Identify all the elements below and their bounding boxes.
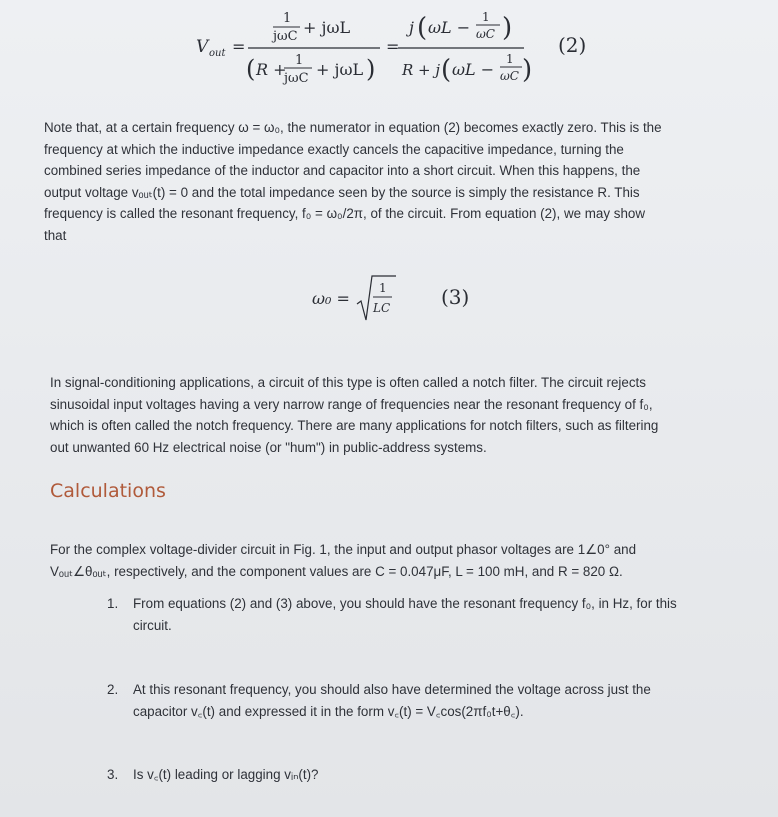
eq2-paren-close-1: ) bbox=[366, 55, 376, 83]
eq2-paren-open-3: ( bbox=[441, 55, 452, 85]
eq2-den1-c: jωC bbox=[284, 71, 309, 86]
equation-3 bbox=[0, 260, 778, 340]
eq2-den1-d: + jωL bbox=[316, 60, 364, 79]
eq2-lhs: V bbox=[196, 37, 209, 57]
question-text bbox=[133, 679, 651, 722]
eq2-den1-b: 1 bbox=[295, 53, 304, 68]
equation-2 bbox=[0, 0, 778, 100]
eq2-den2-a: R + j bbox=[402, 61, 441, 79]
paragraph-1-line: frequency is called the resonant frequency, f₀ = ω₀/2π, of the circuit. From equation (2), we may show bbox=[44, 206, 646, 222]
paragraph-3 bbox=[50, 539, 765, 582]
question-number: 1. bbox=[107, 596, 119, 611]
question-number: 2. bbox=[107, 682, 119, 697]
eq2-den2-d: ωC bbox=[500, 69, 519, 83]
eq2-equals-2: = bbox=[386, 37, 400, 56]
question-line: Is v꜀(t) leading or lagging vᵢₙ(t)? bbox=[133, 767, 319, 782]
paragraph-1 bbox=[44, 117, 764, 247]
eq2-paren-close-2: ) bbox=[502, 13, 513, 43]
paragraph-3-line: Vₒᵤₜ∠θₒᵤₜ, respectively, and the component values are C = 0.047μF, L = 100 mH, and R = 820 Ω. bbox=[50, 563, 623, 579]
paragraph-1-line: output voltage vₒᵤₜ(t) = 0 and the total impedance seen by the source is simply the resistance R. This bbox=[44, 184, 640, 200]
eq2-tag: (2) bbox=[558, 33, 587, 57]
equation-3-svg bbox=[0, 260, 778, 340]
eq3-frac-num: 1 bbox=[379, 281, 387, 295]
question-number: 3. bbox=[107, 767, 119, 782]
paragraph-3-line: For the complex voltage-divider circuit in Fig. 1, the input and output phasor voltages are 1∠0° and bbox=[50, 542, 637, 557]
eq2-den2-c: 1 bbox=[506, 52, 514, 66]
question-line: From equations (2) and (3) above, you should have the resonant frequency f₀, in Hz, for this bbox=[133, 596, 677, 611]
eq2-num2-b: ωL − bbox=[428, 18, 471, 37]
question-line: circuit. bbox=[133, 617, 172, 633]
eq2-num2-c: 1 bbox=[482, 10, 490, 24]
paragraph-2-line: sinusoidal input voltages having a very narrow range of frequencies near the resonant frequency of f₀, bbox=[50, 396, 653, 412]
paragraph-1-line: Note that, at a certain frequency ω = ω₀, the numerator in equation (2) becomes exactly zero. This is the bbox=[44, 120, 662, 135]
eq2-paren-open-1: ( bbox=[246, 55, 256, 83]
eq3-lhs: ω₀ = bbox=[312, 289, 350, 308]
paragraph-2-line: which is often called the notch frequency. There are many applications for notch filters, such as filtering bbox=[50, 418, 659, 434]
eq2-den1-a: R + bbox=[256, 60, 287, 79]
eq2-num1-a: 1 bbox=[283, 11, 292, 26]
eq2-num2-a: j bbox=[409, 18, 414, 37]
eq2-paren-open-2: ( bbox=[417, 13, 428, 43]
paragraph-1-line: that bbox=[44, 227, 67, 243]
paragraph-1-line: frequency at which the inductive impedance exactly cancels the capacitive impedance, turning the bbox=[44, 141, 624, 157]
question-line: capacitor v꜀(t) and expressed it in the form v꜀(t) = V꜀cos(2πf₀t+θ꜀). bbox=[133, 703, 524, 719]
paragraph-2-line: In signal-conditioning applications, a circuit of this type is often called a notch filter. The circuit rejects bbox=[50, 375, 646, 390]
eq2-paren-close-3: ) bbox=[522, 55, 533, 85]
eq2-num2-d: ωC bbox=[476, 27, 495, 41]
eq2-den2-b: ωL − bbox=[452, 60, 495, 79]
eq2-num1-c: + jωL bbox=[303, 18, 351, 37]
question-line: At this resonant frequency, you should also have determined the voltage across just the bbox=[133, 682, 651, 697]
eq2-equals-1: = bbox=[232, 37, 246, 56]
paragraph-2 bbox=[50, 372, 765, 458]
equation-2-svg bbox=[0, 0, 778, 100]
eq3-tag: (3) bbox=[441, 285, 470, 309]
eq3-frac-den: LC bbox=[373, 301, 391, 315]
eq2-num1-b: jωC bbox=[273, 29, 298, 44]
eq2-lhs-sub: out bbox=[209, 48, 226, 59]
paragraph-1-line: combined series impedance of the inductor and capacitor into a short circuit. When this happens, the bbox=[44, 163, 641, 179]
paragraph-2-line: out unwanted 60 Hz electrical noise (or "hum") in public-address systems. bbox=[50, 439, 487, 455]
section-heading-calculations: Calculations bbox=[50, 480, 166, 502]
question-text bbox=[133, 593, 677, 636]
question-text bbox=[133, 764, 319, 786]
